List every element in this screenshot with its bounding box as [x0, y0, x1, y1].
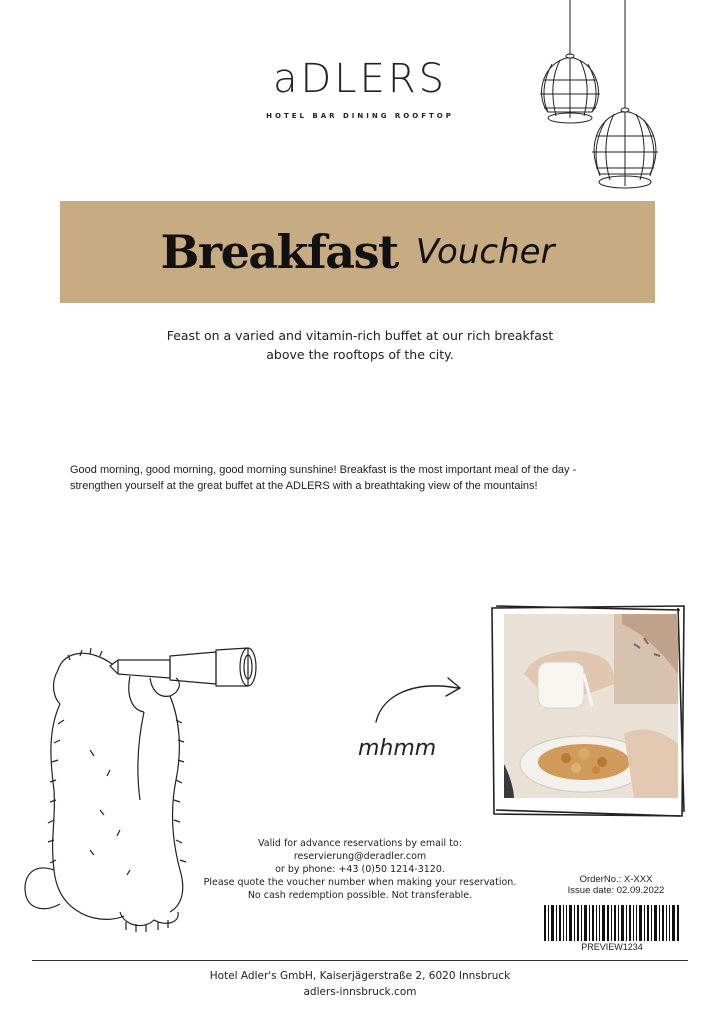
body-text — [70, 462, 670, 494]
voucher-banner — [60, 201, 655, 303]
footer-company: Hotel Adler's GmbH, Kaiserjägerstraße 2, 6020 Innsbruck — [209, 970, 511, 982]
banner-title: Breakfast — [160, 225, 398, 279]
terms-phone: or by phone: +43 (0)50 1214-3120. — [275, 864, 445, 875]
brand-logo: aDLERS — [272, 56, 448, 102]
order-number: OrderNo.: X-XXX — [579, 874, 653, 885]
barcode-icon — [544, 905, 680, 941]
terms-line-1: Valid for advance reservations by email to: — [258, 838, 462, 849]
brand-tagline: HOTEL BAR DINING ROOFTOP — [266, 112, 454, 120]
banner-script: Voucher — [415, 232, 555, 272]
handwritten-mhmm: mhmm — [358, 736, 437, 761]
curved-arrow-icon — [372, 674, 464, 726]
footer-website[interactable]: adlers-innsbruck.com — [303, 986, 417, 998]
body-line-1: Good morning, good morning, good morning sunshine! Breakfast is the most important meal of the day - — [70, 464, 577, 476]
milk-pouring-on-cereal-photo — [504, 614, 678, 798]
order-info — [556, 874, 676, 896]
terms-line-4: Please quote the voucher number when making your reservation. — [203, 877, 517, 888]
reservation-terms — [180, 837, 540, 902]
terms-email: reservierung@deradler.com — [293, 851, 427, 862]
footer-divider — [32, 960, 688, 961]
footer — [0, 968, 720, 1000]
barcode-label: PREVIEW1234 — [581, 942, 643, 952]
intro-text — [100, 326, 620, 364]
issue-date: Issue date: 02.09.2022 — [567, 885, 665, 896]
terms-line-5: No cash redemption possible. Not transferable. — [247, 890, 473, 901]
photo-content — [504, 614, 678, 798]
intro-line-2: above the rooftops of the city. — [266, 347, 454, 362]
body-line-2: strengthen yourself at the great buffet at the ADLERS with a breathtaking view of the mountains! — [70, 480, 538, 492]
intro-line-1: Feast on a varied and vitamin-rich buffet at our rich breakfast — [166, 328, 554, 343]
pendant-lamps-icon — [530, 0, 670, 200]
